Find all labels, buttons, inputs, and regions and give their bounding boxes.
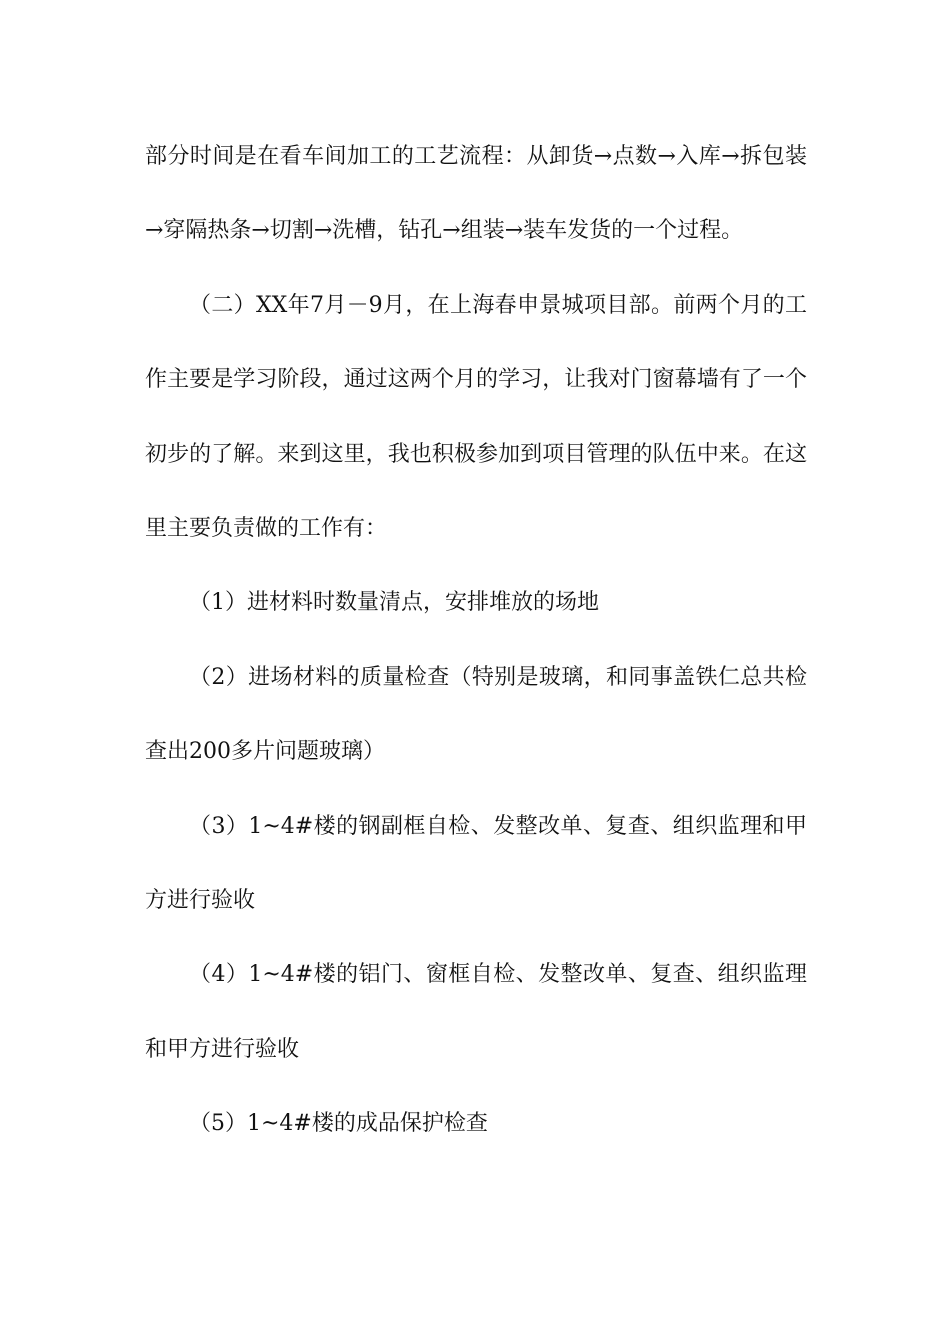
list-item-material-count: （1）进材料时数量清点，安排堆放的场地 [189,590,599,616]
list-item-aluminum-frame: （4）1~4#楼的铝门、窗框自检、发整改单、复查、组织监理和甲方进行验收 [145,962,807,1062]
paragraph-project-intro: （二）XX年7月－9月，在上海春申景城项目部。前两个月的工作主要是学习阶段，通过这两个月的学习，让我对门窗幕墙有了一个初步的了解。来到这里，我也积极参加到项目管理的队伍中来。在这里主要负责做的工作有： [145,292,807,542]
paragraph-process-flow: 部分时间是在看车间加工的工艺流程：从卸货→点数→入库→拆包装→穿隔热条→切割→洗槽，钻孔→组装→装车发货的一个过程。 [145,144,807,244]
list-item-product-protection: （5）1~4#楼的成品保护检查 [189,1111,488,1137]
list-item-steel-subframe: （3）1~4#楼的钢副框自检、发整改单、复查、组织监理和甲方进行验收 [145,813,807,914]
body-text [145,120,807,1162]
list-item-quality-inspection: （2）进场材料的质量检查（特别是玻璃，和同事盖铁仁总共检查出200多片问题玻璃） [145,664,807,765]
